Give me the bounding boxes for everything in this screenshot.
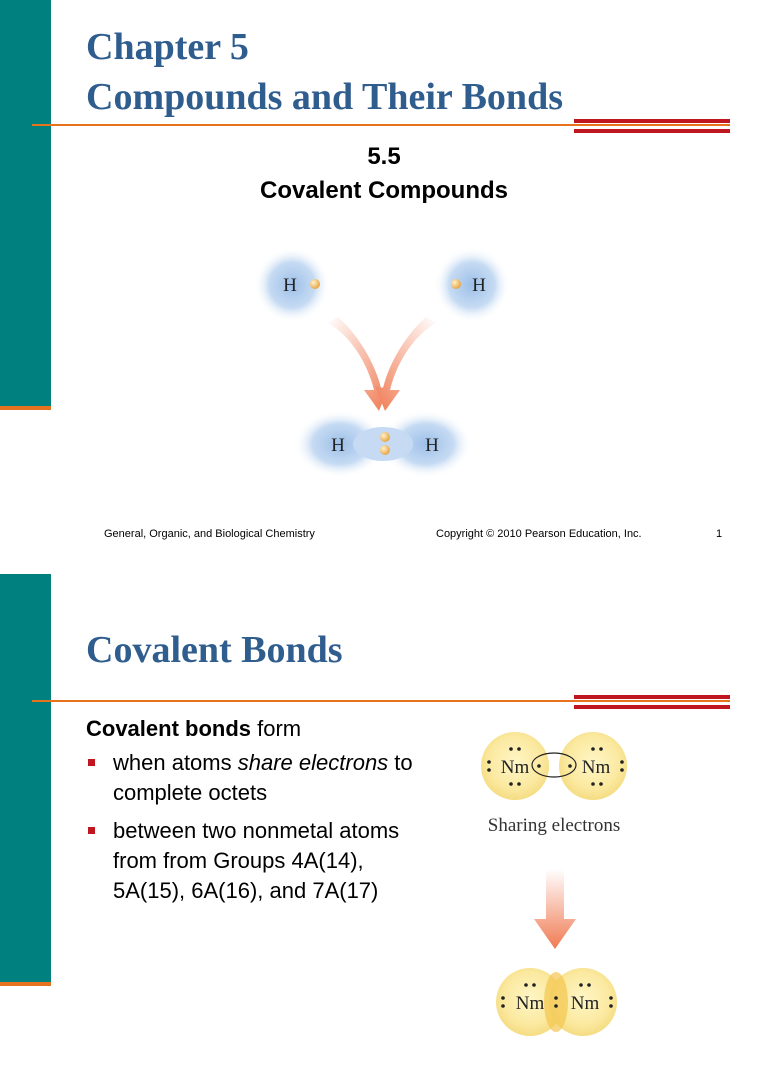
- bullet-item-1: [86, 748, 416, 808]
- bullet-1-emphasis-share: share: [237, 750, 293, 775]
- hydrogen-atom-right: [434, 247, 510, 323]
- nonmetal-symbol-left: Nm: [500, 757, 530, 778]
- atom-symbol-h-right: H: [472, 275, 486, 296]
- hydrogen-atom-left: [254, 247, 330, 323]
- shared-overlap: [544, 972, 568, 1032]
- hydrogen-molecule: [294, 410, 472, 478]
- sharing-caption: Sharing electrons: [487, 815, 621, 836]
- nonmetal-sharing-diagram: [472, 724, 652, 1024]
- chapter-title: [86, 22, 563, 122]
- slide-body: [86, 714, 416, 914]
- bullet-1-emphasis-electrons: electrons: [298, 750, 389, 775]
- title-rule-accent-top: [574, 695, 730, 699]
- bullet-1-text-a: when atoms: [113, 750, 238, 775]
- bonded-symbol-right: Nm: [570, 993, 600, 1014]
- slide-1: [0, 0, 768, 540]
- title-rule-accent-top: [574, 119, 730, 123]
- bonded-symbol-left: Nm: [515, 993, 545, 1014]
- title-rule: [32, 124, 730, 126]
- bullet-2-text: between two nonmetal atoms from from Groups 4A(14), 5A(15), 6A(16), and 7A(17): [113, 818, 400, 903]
- slide-2: [0, 574, 768, 1086]
- chapter-title-line-2: Compounds and Their Bonds: [86, 76, 563, 118]
- footer-page-number: 1: [716, 528, 723, 540]
- slide-title: Covalent Bonds: [86, 629, 343, 671]
- electron-dot-left: [310, 279, 320, 289]
- bullet-item-2: [86, 816, 416, 906]
- title-rule: [32, 700, 730, 702]
- sidebar-accent-line: [0, 406, 51, 410]
- bullet-marker: [88, 827, 95, 834]
- bullet-marker: [88, 759, 95, 766]
- intro-rest: form: [251, 716, 302, 741]
- intro-line: [86, 714, 416, 744]
- bullet-list: [86, 748, 416, 906]
- nonmetal-pair-bonded: [496, 968, 617, 1036]
- sidebar-accent: [0, 574, 51, 982]
- bullet-1-text-b: to complete octets: [113, 750, 413, 805]
- section-number: 5.5: [367, 143, 401, 170]
- hydrogen-bond-diagram: [240, 245, 520, 505]
- intro-term: Covalent bonds: [86, 716, 252, 741]
- nonmetal-pair-separate: [481, 732, 627, 800]
- title-rule-accent-bottom: [574, 705, 730, 709]
- chapter-title-line-1: Chapter 5: [86, 26, 249, 68]
- nonmetal-symbol-right: Nm: [581, 757, 611, 778]
- merge-arrow-right: [375, 317, 436, 411]
- title-rule-accent-bottom: [574, 129, 730, 133]
- electron-dot-right: [451, 279, 461, 289]
- shared-electron-bottom: [380, 445, 390, 455]
- section-title: Covalent Compounds: [259, 177, 508, 204]
- shared-electron-top: [380, 432, 390, 442]
- atom-symbol-h-left: H: [283, 275, 297, 296]
- molecule-symbol-h-right: H: [425, 435, 439, 456]
- footer-copyright: Copyright © 2010 Pearson Education, Inc.: [436, 528, 642, 540]
- sidebar-accent-line: [0, 982, 51, 986]
- footer-book-title: General, Organic, and Biological Chemistry: [104, 528, 315, 540]
- section-heading: [0, 140, 768, 208]
- molecule-symbol-h-left: H: [331, 435, 345, 456]
- down-arrow: [534, 869, 576, 949]
